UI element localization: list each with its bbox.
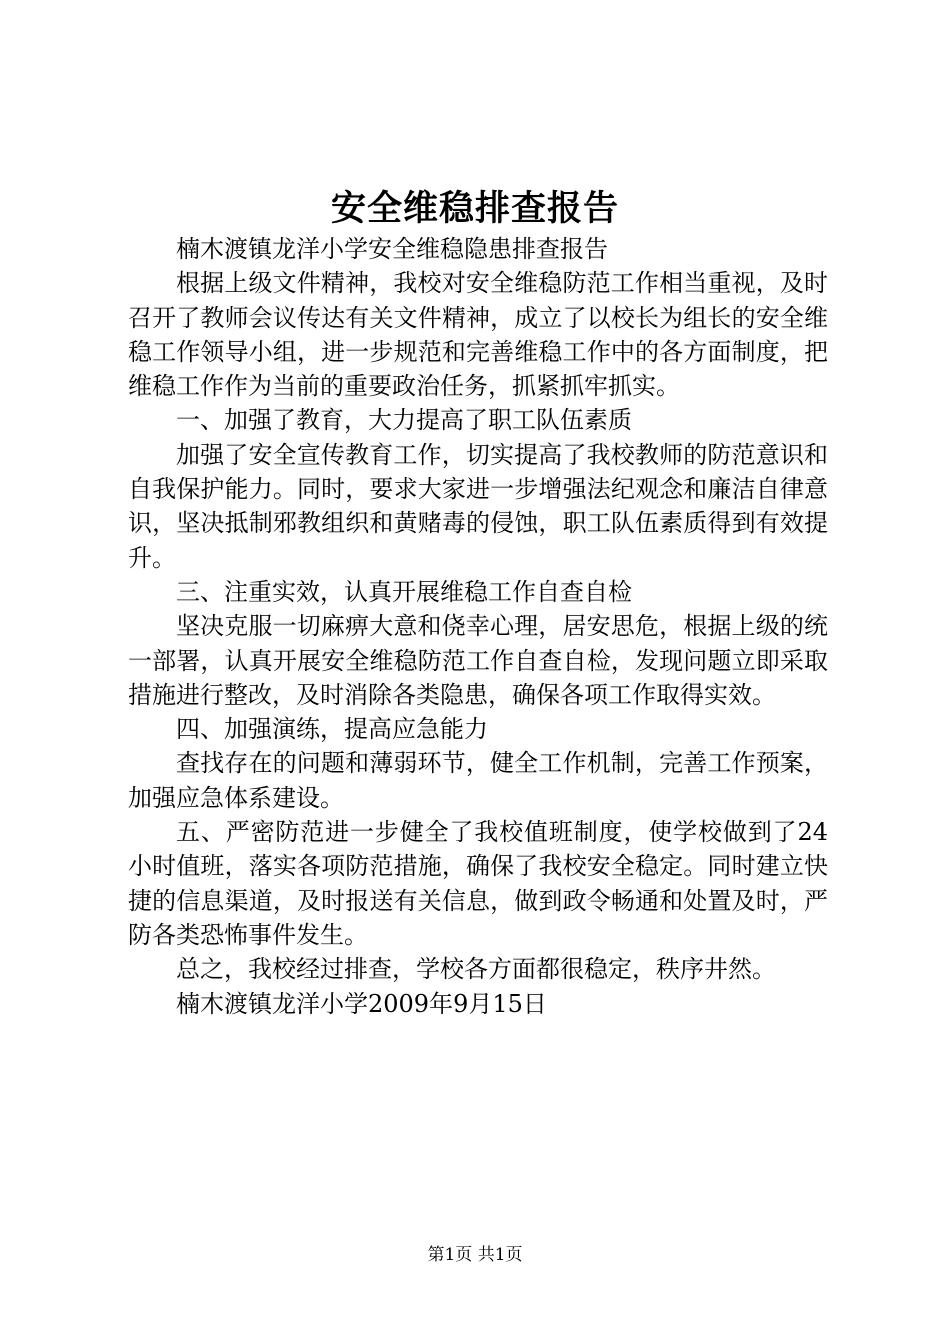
self-inspection-paragraph: 坚决克服一切麻痹大意和侥幸心理，居安思危，根据上级的统一部署，认真开展安全维稳防范工作自查自检，发现问题立即采取措施进行整改，及时消除各类隐患，确保各项工作取得实效。 [128, 612, 828, 709]
document-body [128, 232, 828, 1021]
report-heading-line: 楠木渡镇龙洋小学安全维稳隐患排查报告 [176, 235, 608, 263]
section-heading-drills: 四、加强演练，提高应急能力 [176, 715, 488, 744]
section-heading-education: 一、加强了教育，大力提高了职工队伍素质 [176, 406, 632, 435]
section-heading-self-inspection: 三、注重实效，认真开展维稳工作自查自检 [176, 577, 632, 606]
document-title: 安全维稳排查报告 [330, 188, 619, 229]
education-paragraph: 加强了安全宣传教育工作，切实提高了我校教师的防范意识和自我保护能力。同时，要求大家进一步增强法纪观念和廉洁自律意识，坚决抵制邪教组织和黄赌毒的侵蚀，职工队伍素质得到有效提升。 [128, 440, 828, 572]
drills-paragraph: 查找存在的问题和薄弱环节，健全工作机制，完善工作预案，加强应急体系建设。 [128, 749, 828, 812]
prevention-paragraph: 五、严密防范进一步健全了我校值班制度，使学校做到了24小时值班，落实各项防范措施，确保了我校安全稳定。同时建立快捷的信息渠道，及时报送有关信息，做到政令畅通和处置及时，严防各类恐怖事件发生。 [128, 818, 828, 949]
intro-paragraph: 根据上级文件精神，我校对安全维稳防范工作相当重视，及时召开了教师会议传达有关文件精神，成立了以校长为组长的安全维稳工作领导小组，进一步规范和完善维稳工作中的各方面制度，把维稳工作作为当前的重要政治任务，抓紧抓牢抓实。 [128, 269, 828, 401]
signature-date-line: 楠木渡镇龙洋小学2009年9月15日 [176, 989, 547, 1018]
summary-paragraph: 总之，我校经过排查，学校各方面都很稳定，秩序井然。 [176, 955, 776, 984]
page-number-footer: 第1页 共1页 [427, 1245, 523, 1265]
